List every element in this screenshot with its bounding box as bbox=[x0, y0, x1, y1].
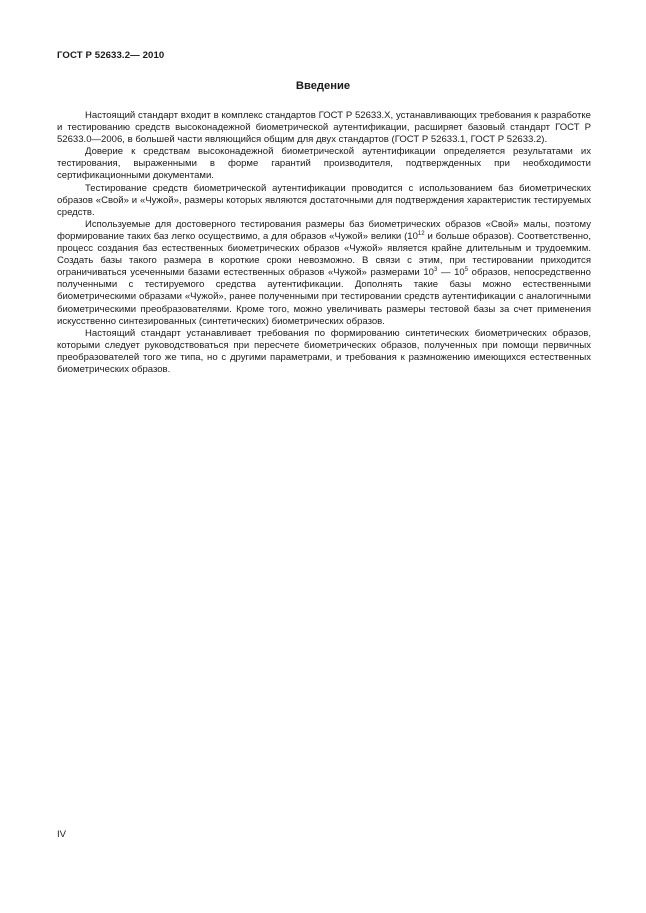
body-text bbox=[57, 110, 591, 376]
exponent-3: 3 bbox=[433, 267, 438, 274]
paragraph-5: Настоящий стандарт устанавливает требования по формированию синтетических биометрических образов, которыми следует руководствоваться при пересчете биометрических образов, полученных при помощи первичных преобразователей того же типа, но с другими параметрами, и требования к размножению имеющихся естественных биометрических образов. bbox=[57, 327, 591, 375]
section-title: Введение bbox=[295, 80, 351, 92]
paragraph-1: Настоящий стандарт входит в комплекс стандартов ГОСТ Р 52633.X, устанавливающих требования к разработке и тестированию средств высоконадежной биометрической аутентификации, расширяет базовый стандарт ГОСТ Р 52633.0—2006, в большей части являющийся общим для двух стандартов (ГОСТ Р 52633.1, ГОСТ Р 52633.2). bbox=[57, 110, 591, 146]
paragraph-4-part-1: Используемые для достоверного тестирования размеры баз биометрических образов «Свой» малы, поэтому формирование таких баз легко осуществимо, а для образов «Чужой» велики (10 bbox=[57, 218, 591, 242]
paragraph-4-part-3: — 10 bbox=[437, 267, 465, 279]
document-header-code: ГОСТ Р 52633.2— 2010 bbox=[57, 50, 165, 61]
paragraph-4-part-4: образов, непосредственно полученными с тестируемого средства аутентификации. Дополнять такие базы можно естественными биометрическими образами «Чужой», ранее полученными при тестировании средств аутентификации с аналогичными биометрическими преобразователями. Кроме того, можно увеличивать размеры тестовой базы за счет применения искусственно синтезированных (синтетических) биометрических образов. bbox=[57, 267, 591, 327]
exponent-12: 12 bbox=[417, 230, 425, 237]
paragraph-3: Тестирование средств биометрической аутентификации проводится с использованием баз биометрических образов «Свой» и «Чужой», размеры которых являются достаточными для подтверждения характеристик тестируемых средств. bbox=[57, 182, 591, 218]
paragraph-2: Доверие к средствам высоконадежной биометрической аутентификации определяется результатами их тестирования, выраженными в форме гарантий производителя, подтвержденных при необходимости сертификационными документами. bbox=[57, 146, 591, 182]
exponent-5: 5 bbox=[464, 267, 469, 274]
paragraph-4-part-2: и больше образов). Соответственно, процесс создания баз естественных биометрических образов «Чужой» является крайне длительным и трудоемким. Создать базы такого размера в короткие сроки невозможно. В связи с этим, при тестировании приходится ограничиваться усеченными базами естественных образов «Чужой» размерами 10 bbox=[57, 230, 591, 279]
paragraph-4 bbox=[57, 219, 591, 328]
page-number: IV bbox=[57, 829, 67, 840]
